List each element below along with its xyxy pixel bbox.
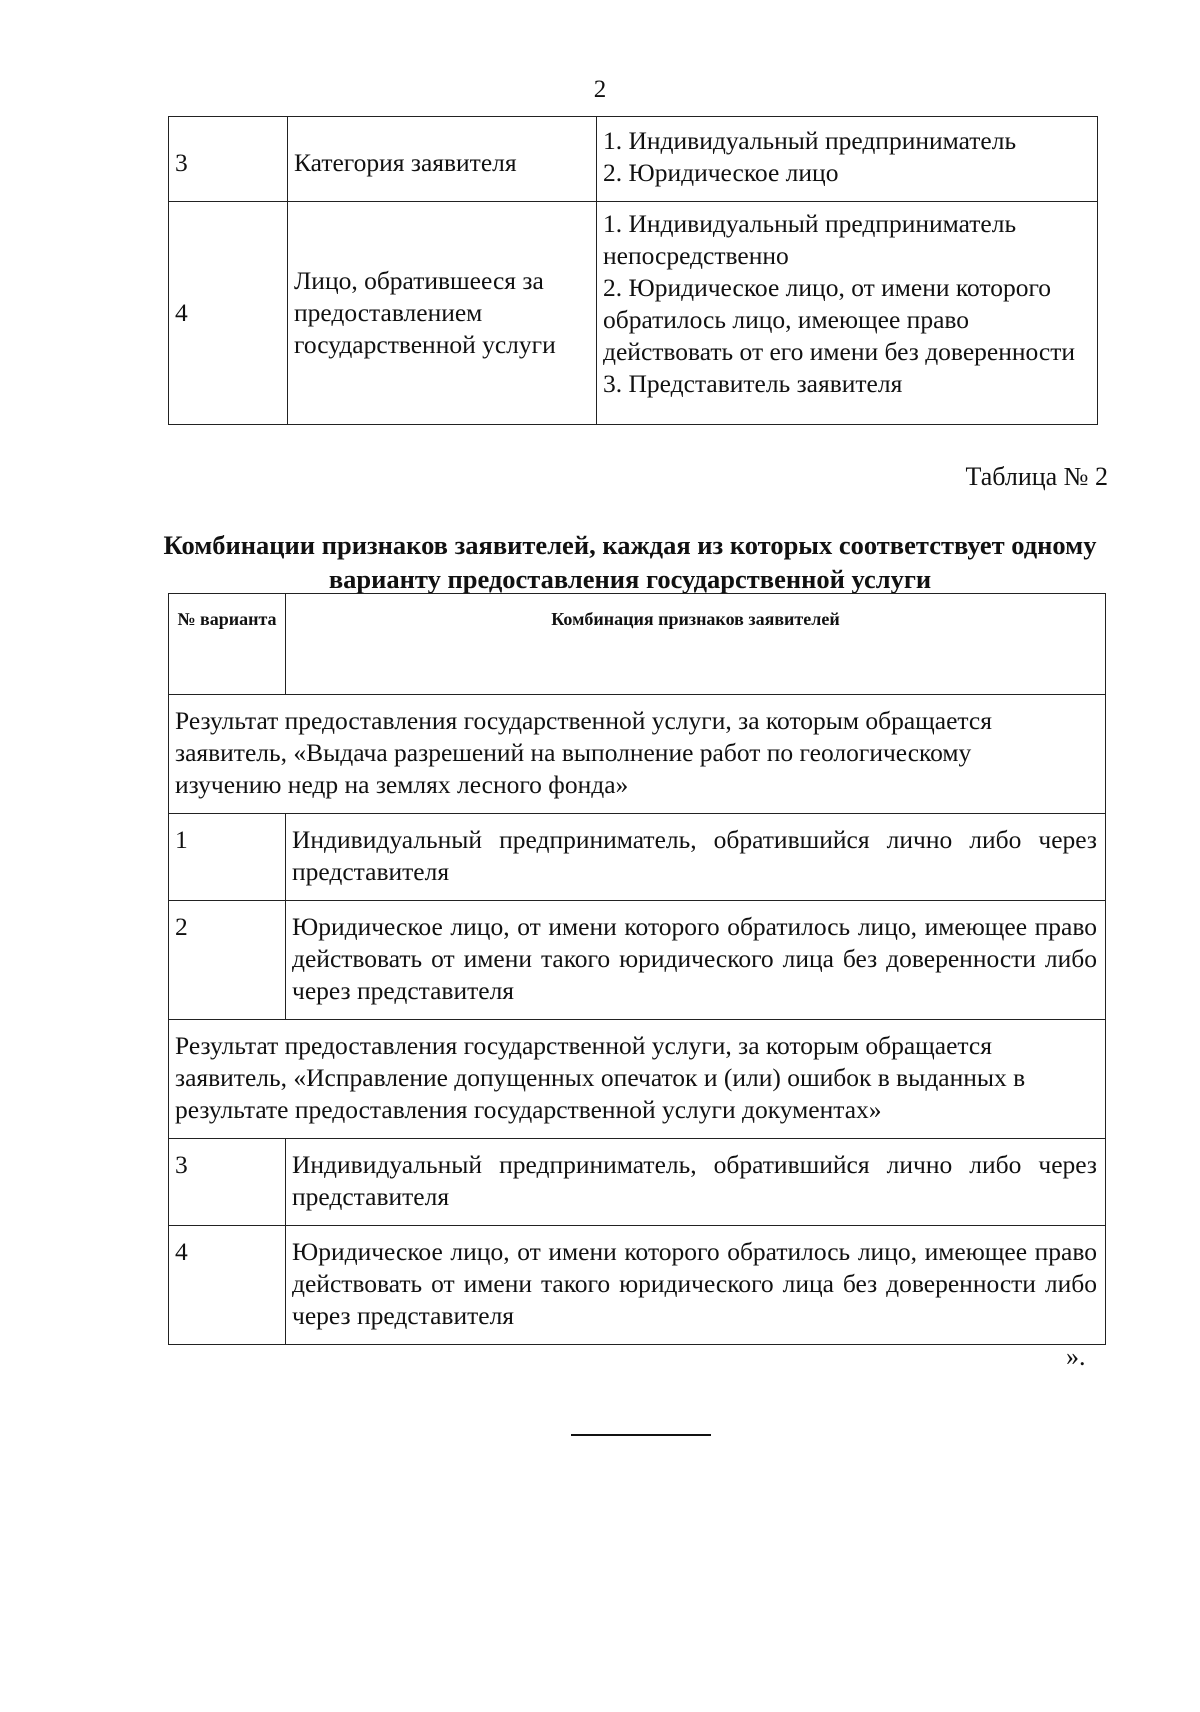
variant-combination: Юридическое лицо, от имени которого обратилось лицо, имеющее право действовать от имени такого юридического лица без доверенности либо через представителя bbox=[286, 1226, 1106, 1345]
variant-number: 1 bbox=[169, 814, 286, 901]
variant-combination: Индивидуальный предприниматель, обратившийся лично либо через представителя bbox=[286, 1139, 1106, 1226]
attribute-name: Лицо, обратившееся за предоставлением государственной услуги bbox=[288, 202, 597, 425]
attribute-value: 1. Индивидуальный предприниматель bbox=[603, 126, 1017, 155]
table-row bbox=[169, 1139, 1106, 1226]
section-title: Результат предоставления государственной услуги, за которым обращается заявитель, «Исправление допущенных опечаток и (или) ошибок в выданных в результате предоставления государственной услуги документах» bbox=[169, 1020, 1106, 1139]
closing-quote: ». bbox=[1066, 1342, 1086, 1371]
section-title: Результат предоставления государственной услуги, за которым обращается заявитель, «Выдача разрешений на выполнение работ по геологическому изучению недр на землях лесного фонда» bbox=[169, 695, 1106, 814]
attribute-value: 3. Представитель заявителя bbox=[603, 369, 903, 398]
variant-number: 4 bbox=[169, 1226, 286, 1345]
section-row bbox=[169, 695, 1106, 814]
attribute-values bbox=[597, 202, 1098, 425]
table-row bbox=[169, 814, 1106, 901]
header-variant-number: № варианта bbox=[169, 594, 286, 695]
table-label: Таблица № 2 bbox=[965, 462, 1108, 491]
variant-number: 3 bbox=[169, 1139, 286, 1226]
table-header-row bbox=[169, 594, 1106, 695]
attribute-value: 2. Юридическое лицо, от имени которого обратилось лицо, имеющее право действовать от его имени без доверенности bbox=[603, 273, 1075, 366]
end-rule bbox=[571, 1434, 711, 1436]
attribute-value: 1. Индивидуальный предприниматель непосредственно bbox=[603, 209, 1017, 270]
table-row bbox=[169, 202, 1098, 425]
table-row bbox=[169, 901, 1106, 1020]
page-number: 2 bbox=[593, 76, 607, 103]
table-caption: Комбинации признаков заявителей, каждая из которых соответствует одному варианту предоставления государственной услуги bbox=[163, 530, 1097, 594]
attribute-value: 2. Юридическое лицо bbox=[603, 158, 839, 187]
variant-combination: Индивидуальный предприниматель, обратившийся лично либо через представителя bbox=[286, 814, 1106, 901]
variant-combinations-table bbox=[168, 593, 1106, 1345]
table-row bbox=[169, 117, 1098, 202]
attribute-name: Категория заявителя bbox=[288, 117, 597, 202]
variant-combination: Юридическое лицо, от имени которого обратилось лицо, имеющее право действовать от имени такого юридического лица без доверенности либо через представителя bbox=[286, 901, 1106, 1020]
row-number: 4 bbox=[169, 202, 288, 425]
row-number: 3 bbox=[169, 117, 288, 202]
applicant-attributes-table bbox=[168, 116, 1098, 425]
variant-number: 2 bbox=[169, 901, 286, 1020]
table-row bbox=[169, 1226, 1106, 1345]
section-row bbox=[169, 1020, 1106, 1139]
attribute-values bbox=[597, 117, 1098, 202]
header-combination: Комбинация признаков заявителей bbox=[286, 594, 1106, 695]
